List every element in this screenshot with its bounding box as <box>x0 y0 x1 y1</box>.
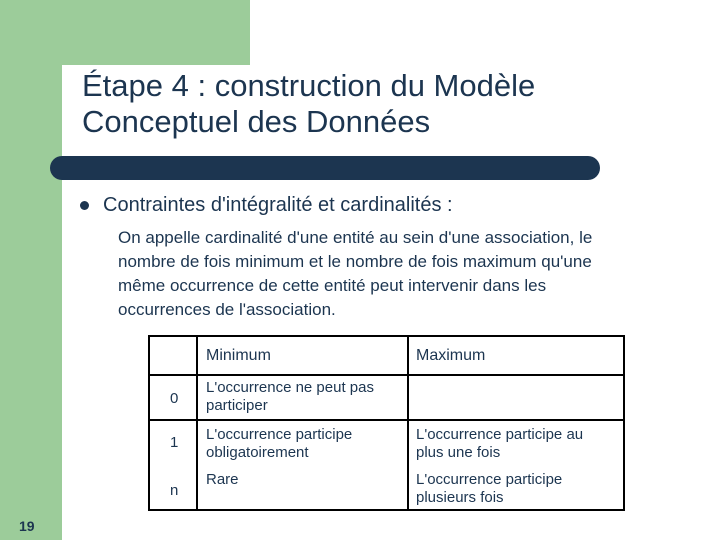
table-cell-minimum: L'occurrence participe obligatoirement <box>206 426 353 461</box>
cardinality-table <box>148 335 625 511</box>
table-cell-maximum: L'occurrence participe au plus une fois <box>416 426 584 461</box>
slide-title: Étape 4 : construction du Modèle Conceptuel des Données <box>82 68 536 139</box>
bullet-icon <box>80 201 89 210</box>
table-cell-cardinality: 1 <box>170 434 179 451</box>
decorative-green-block-left <box>0 0 62 540</box>
table-column-divider <box>196 337 198 509</box>
table-row-divider <box>150 419 623 421</box>
title-underline-bar <box>62 156 600 180</box>
table-header-minimum: Minimum <box>206 347 271 364</box>
table-cell-maximum: L'occurrence participe plusieurs fois <box>416 471 563 506</box>
table-cell-cardinality: n <box>170 482 179 499</box>
table-cell-cardinality: 0 <box>170 390 179 407</box>
table-cell-minimum: Rare <box>206 471 239 488</box>
page-number: 19 <box>19 518 35 534</box>
table-column-divider <box>407 337 409 509</box>
table-header-maximum: Maximum <box>416 347 486 364</box>
table-cell-minimum: L'occurrence ne peut pas participer <box>206 379 374 414</box>
bullet-text: Contraintes d'intégralité et cardinalités : <box>103 194 453 216</box>
definition-paragraph: On appelle cardinalité d'une entité au sein d'une association, le nombre de fois minimum et le nombre de fois maximum qu'une même occurrence de cette entité peut intervenir dans les occurrences de l'association. <box>118 228 593 319</box>
table-row-divider <box>150 374 623 376</box>
